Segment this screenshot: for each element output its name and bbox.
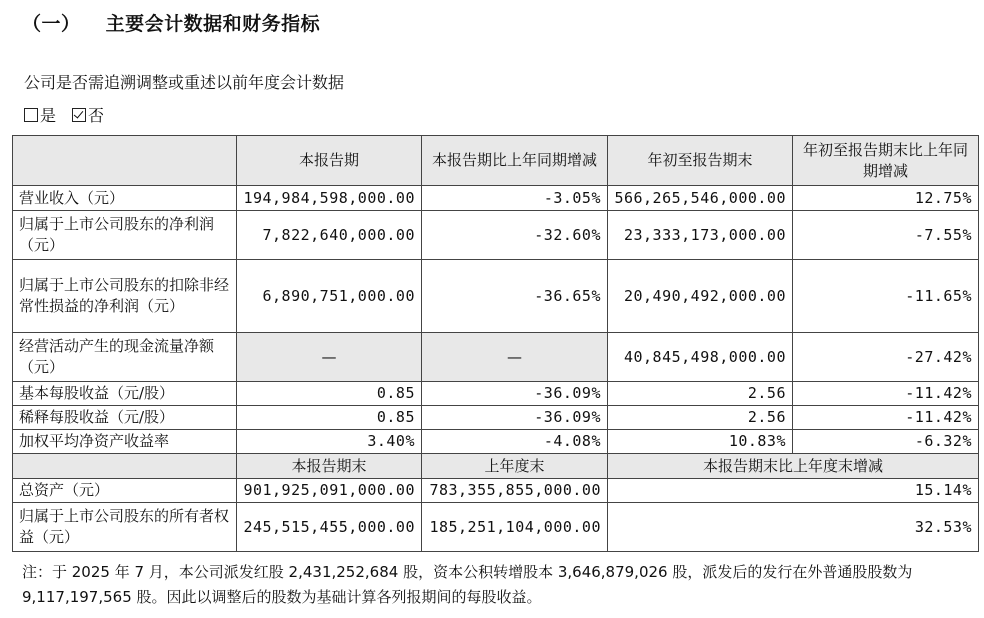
table-row [13, 406, 979, 430]
cell-value: 185,251,104,000.00 [422, 503, 608, 552]
cell-value: -36.09% [422, 406, 608, 430]
row-label: 稀释每股收益（元/股） [13, 406, 237, 430]
subheader-prior-year-end: 上年度末 [422, 454, 608, 479]
cell-value: -36.09% [422, 382, 608, 406]
cell-value: -7.55% [793, 211, 979, 260]
financial-indicators-table [12, 135, 979, 552]
cell-value: -6.32% [793, 430, 979, 454]
cell-value: 20,490,492,000.00 [608, 260, 793, 333]
table-row [13, 430, 979, 454]
header-blank [13, 136, 237, 186]
section-title [22, 9, 320, 36]
cell-value: 783,355,855,000.00 [422, 479, 608, 503]
table-row [13, 260, 979, 333]
row-label: 营业收入（元） [13, 186, 237, 211]
table-row [13, 503, 979, 552]
section-title-text: 主要会计数据和财务指标 [105, 13, 321, 35]
cell-value: 2.56 [608, 382, 793, 406]
header-ytd-change: 年初至报告期末比上年同期增减 [793, 136, 979, 186]
row-label: 归属于上市公司股东的净利润（元） [13, 211, 237, 260]
cell-value: -11.65% [793, 260, 979, 333]
cell-value: 0.85 [237, 382, 422, 406]
table-row [13, 479, 979, 503]
cell-value: 10.83% [608, 430, 793, 454]
cell-value: — [422, 333, 608, 382]
row-label: 归属于上市公司股东的扣除非经常性损益的净利润（元） [13, 260, 237, 333]
header-yoy-change: 本报告期比上年同期增减 [422, 136, 608, 186]
cell-value: 3.40% [237, 430, 422, 454]
section-number: （一） [22, 13, 81, 35]
subheader-blank [13, 454, 237, 479]
cell-value: -3.05% [422, 186, 608, 211]
cell-value: 2.56 [608, 406, 793, 430]
restatement-question: 公司是否需追溯调整或重述以前年度会计数据 [24, 73, 345, 92]
cell-value: 0.85 [237, 406, 422, 430]
yes-checkbox[interactable] [24, 108, 38, 122]
cell-value: 7,822,640,000.00 [237, 211, 422, 260]
table-row [13, 186, 979, 211]
footnote: 注：于 2025 年 7 月，本公司派发红股 2,431,252,684 股，资本公积转增股本 3,646,879,026 股，派发后的发行在外普通股股数为 9,117,197,565 股。因此以调整后的股数为基础计算各列报期间的每股收益。 [22, 563, 913, 606]
cell-value: — [237, 333, 422, 382]
cell-value: 12.75% [793, 186, 979, 211]
cell-value: 32.53% [608, 503, 979, 552]
cell-value: 245,515,455,000.00 [237, 503, 422, 552]
cell-value: 23,333,173,000.00 [608, 211, 793, 260]
cell-value: 6,890,751,000.00 [237, 260, 422, 333]
yes-label: 是 [40, 106, 57, 125]
cell-value: 566,265,546,000.00 [608, 186, 793, 211]
table-subheader-row [13, 454, 979, 479]
cell-value: 40,845,498,000.00 [608, 333, 793, 382]
subheader-change: 本报告期末比上年度末增减 [608, 454, 979, 479]
cell-value: -36.65% [422, 260, 608, 333]
cell-value: -11.42% [793, 406, 979, 430]
table-row [13, 211, 979, 260]
no-checkbox[interactable] [72, 108, 86, 122]
subheader-period-end: 本报告期末 [237, 454, 422, 479]
cell-value: 901,925,091,000.00 [237, 479, 422, 503]
row-label: 总资产（元） [13, 479, 237, 503]
cell-value: -32.60% [422, 211, 608, 260]
row-label: 经营活动产生的现金流量净额（元） [13, 333, 237, 382]
row-label: 加权平均净资产收益率 [13, 430, 237, 454]
table-header-row [13, 136, 979, 186]
table-row [13, 333, 979, 382]
cell-value: 194,984,598,000.00 [237, 186, 422, 211]
restatement-choices [24, 103, 104, 126]
table-row [13, 382, 979, 406]
cell-value: 15.14% [608, 479, 979, 503]
row-label: 基本每股收益（元/股） [13, 382, 237, 406]
cell-value: -11.42% [793, 382, 979, 406]
header-ytd: 年初至报告期末 [608, 136, 793, 186]
cell-value: -4.08% [422, 430, 608, 454]
row-label: 归属于上市公司股东的所有者权益（元） [13, 503, 237, 552]
no-label: 否 [88, 106, 105, 125]
cell-value: -27.42% [793, 333, 979, 382]
header-current-period: 本报告期 [237, 136, 422, 186]
